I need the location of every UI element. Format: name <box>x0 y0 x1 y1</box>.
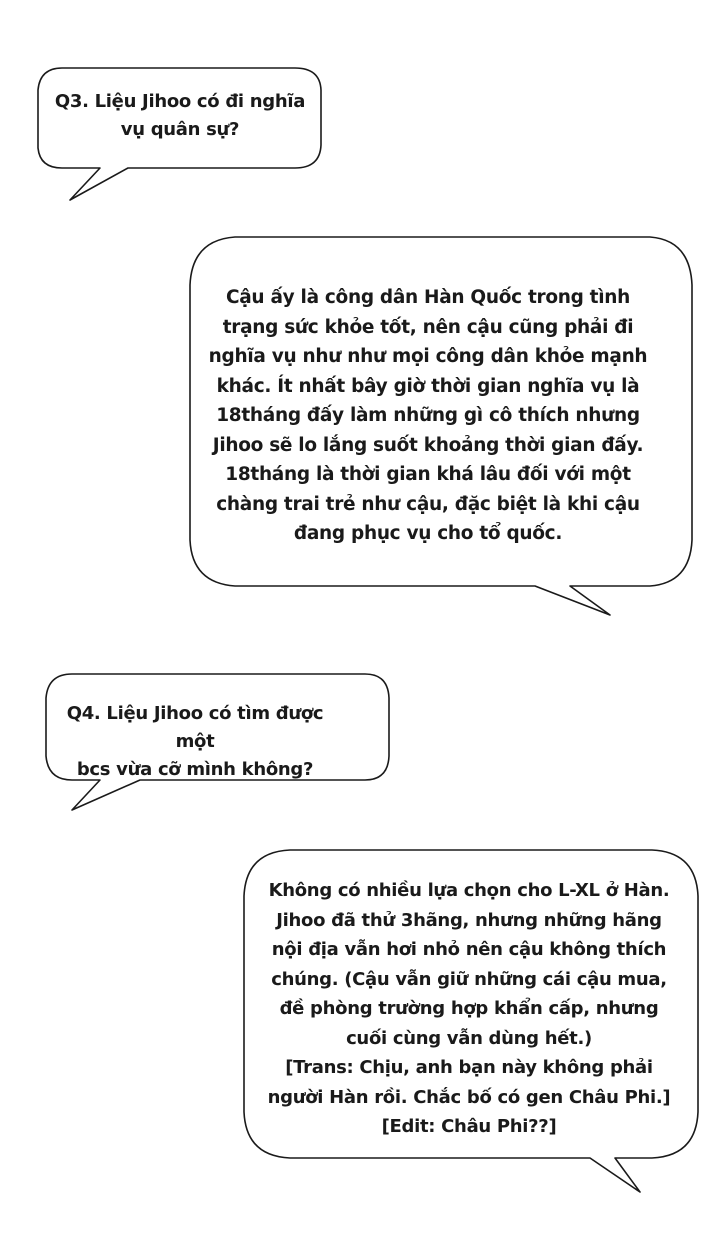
q4-answer-text: Không có nhiều lựa chọn cho L-XL ở Hàn. Jihoo đã thử 3hãng, nhưng những hãng nội địa vẫn hơi nhỏ nên cậu không thích chúng. (Cậu vẫn giữ những cái cậu mua, đề phòng trường hợp khẩn cấp, nhưng cuối cùng vẫn dùng hết.) [Trans: Chịu, anh bạn này không phải người Hàn rồi. Chắc bố có gen Châu Phi.] [Edit: Châu Phi??] <box>267 880 671 1137</box>
q3-question-text: Q3. Liệu Jihoo có đi nghĩa vụ quân sự? <box>54 91 306 140</box>
q3-answer-text: Cậu ấy là công dân Hàn Quốc trong tình trạng sức khỏe tốt, nên cậu cũng phải đi nghĩa vụ như như mọi công dân khỏe mạnh khác. Ít nhất bây giờ thời gian nghĩa vụ là 18tháng đấy làm những gì cô thích nhưng Jihoo sẽ lo lắng suốt khoảng thời gian đấy. 18tháng là thời gian khá lâu đối với một chàng trai trẻ như cậu, đặc biệt là khi cậu đang phục vụ cho tổ quốc. <box>208 287 648 544</box>
q4-question-text: Q4. Liệu Jihoo có tìm được một bcs vừa cỡ mình không? <box>66 703 324 780</box>
